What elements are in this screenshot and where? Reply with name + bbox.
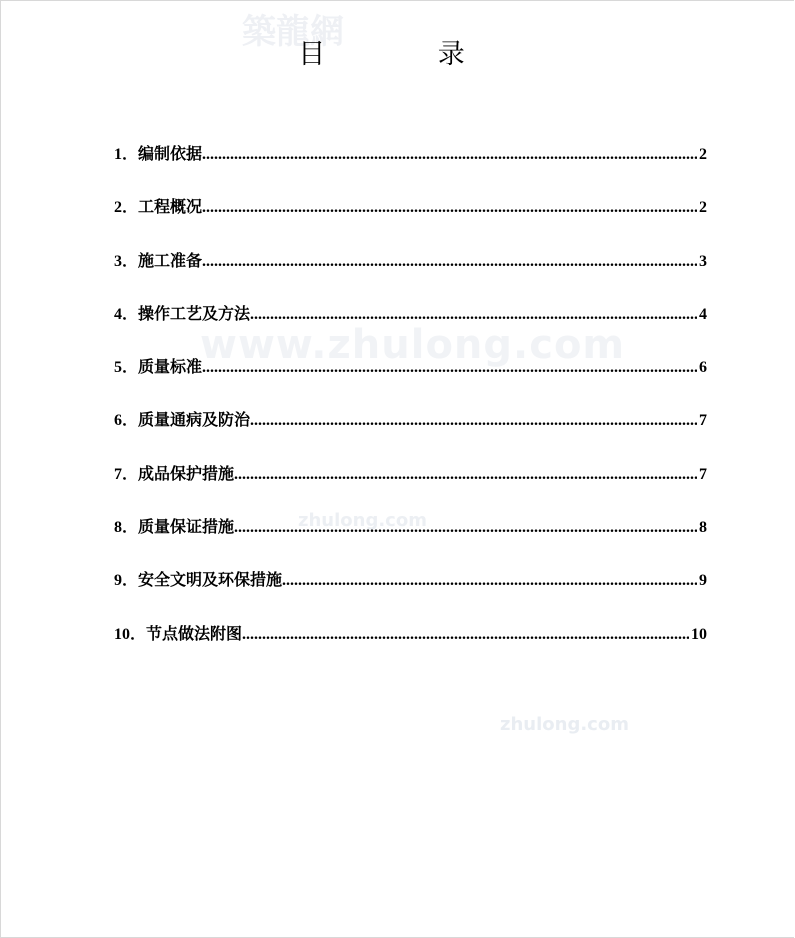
toc-entry-page: 7 bbox=[699, 412, 707, 430]
toc-entry-number: 3． bbox=[114, 252, 139, 270]
toc-entry-number: 7． bbox=[114, 465, 139, 483]
toc-entry-label: 施工准备 bbox=[138, 250, 203, 270]
table-of-contents bbox=[114, 141, 707, 674]
toc-entry-label: 工程概况 bbox=[138, 197, 203, 217]
toc-entry-page: 8 bbox=[699, 519, 707, 537]
toc-entry-page: 7 bbox=[699, 465, 707, 483]
toc-entry[interactable] bbox=[114, 567, 707, 620]
toc-entry[interactable] bbox=[114, 141, 707, 194]
toc-entry[interactable] bbox=[114, 248, 707, 301]
watermark-url-large: www.zhulong.com bbox=[200, 322, 626, 368]
toc-entry-number: 1． bbox=[114, 146, 139, 163]
toc-entry[interactable] bbox=[114, 407, 707, 460]
toc-dot-leader bbox=[242, 626, 689, 644]
toc-entry-page: 9 bbox=[699, 572, 707, 590]
toc-dot-leader bbox=[282, 572, 697, 590]
toc-entry-page: 2 bbox=[699, 146, 707, 163]
toc-entry-number: 9． bbox=[114, 572, 139, 590]
toc-entry-number: 2． bbox=[114, 199, 139, 217]
toc-entry-number: 4． bbox=[114, 305, 139, 323]
toc-entry-label: 安全文明及环保措施 bbox=[138, 570, 283, 590]
toc-entry-label: 质量标准 bbox=[138, 357, 203, 377]
toc-entry-label: 成品保护措施 bbox=[138, 463, 235, 483]
toc-entry-number: 8． bbox=[114, 519, 139, 537]
toc-dot-leader bbox=[250, 412, 697, 430]
toc-entry[interactable] bbox=[114, 354, 707, 407]
watermark-logo: 築龍網 bbox=[242, 12, 344, 52]
toc-entry-page: 3 bbox=[699, 252, 707, 270]
page-title: 目 录 bbox=[298, 39, 517, 70]
toc-entry-page: 6 bbox=[699, 359, 707, 377]
toc-entry-label: 质量通病及防治 bbox=[138, 410, 251, 430]
toc-entry-page: 2 bbox=[699, 199, 707, 217]
toc-dot-leader bbox=[202, 359, 697, 377]
toc-entry[interactable] bbox=[114, 461, 707, 514]
toc-entry-label: 操作工艺及方法 bbox=[138, 303, 251, 323]
toc-dot-leader bbox=[202, 253, 697, 271]
toc-entry[interactable] bbox=[114, 621, 707, 674]
toc-entry[interactable] bbox=[114, 514, 707, 567]
toc-entry-number: 5． bbox=[114, 359, 139, 377]
toc-entry[interactable] bbox=[114, 301, 707, 354]
toc-entry-number: 10． bbox=[114, 625, 147, 643]
toc-entry-page: 4 bbox=[699, 305, 707, 323]
toc-dot-leader bbox=[234, 466, 697, 484]
toc-dot-leader bbox=[250, 306, 697, 324]
toc-entry-label: 质量保证措施 bbox=[138, 517, 235, 537]
toc-dot-leader bbox=[202, 146, 697, 164]
toc-entry-label: 节点做法附图 bbox=[146, 623, 243, 643]
toc-dot-leader bbox=[202, 199, 697, 217]
toc-entry-page: 10 bbox=[691, 625, 707, 643]
watermark-url-middle: zhulong.com bbox=[298, 510, 427, 531]
toc-entry-label: 编制依据 bbox=[138, 144, 203, 163]
watermark-url-lower: zhulong.com bbox=[500, 714, 629, 735]
toc-entry-number: 6． bbox=[114, 412, 139, 430]
toc-dot-leader bbox=[234, 519, 697, 537]
toc-entry[interactable] bbox=[114, 194, 707, 247]
